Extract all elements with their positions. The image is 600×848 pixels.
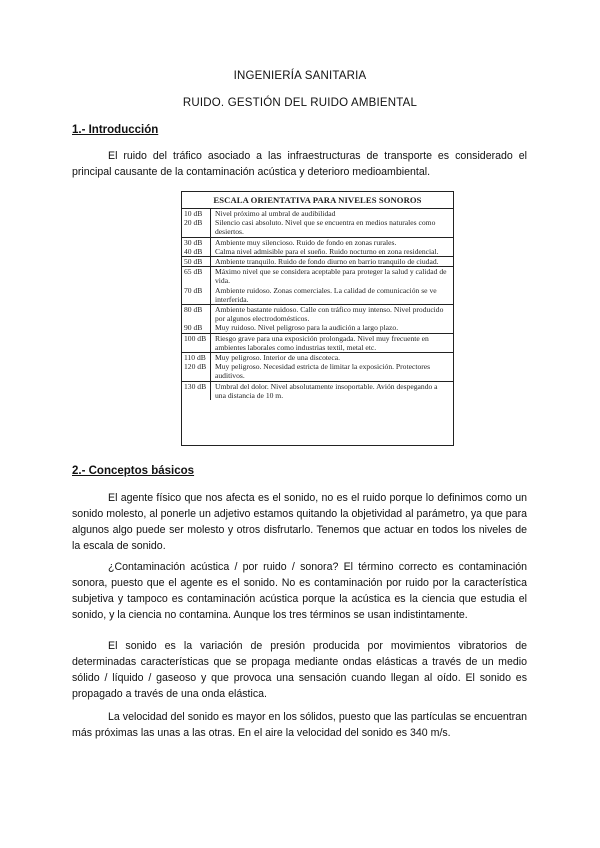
table-row <box>182 247 453 256</box>
level-description: Muy ruidoso. Nivel peligroso para la audición a largo plazo. <box>215 323 399 333</box>
table-row <box>182 257 453 266</box>
paragraph-velocidad-sonido: La velocidad del sonido es mayor en los sólidos, puesto que las partículas se encuentran más próximas las unas a las otras. En el aire la velocidad del sonido es 340 m/s. <box>72 711 527 739</box>
level-description: Muy peligroso. Necesidad estricta de limitar la exposición. Protectores auditivos. <box>215 362 431 381</box>
level-description: Ambiente muy silencioso. Ruido de fondo en zonas rurales. <box>215 237 397 247</box>
table-row <box>182 238 453 247</box>
level-description: Ambiente tranquilo. Ruido de fondo diurno en barrio tranquilo de ciudad. <box>215 257 439 267</box>
table-title: ESCALA ORIENTATIVA PARA NIVELES SONOROS <box>182 192 453 209</box>
document-title: INGENIERÍA SANITARIA <box>233 70 367 82</box>
decibel-value: 100 dB <box>182 334 211 352</box>
decibel-value: 130 dB <box>182 382 211 400</box>
table-group <box>182 238 453 257</box>
decibel-value: 80 dB <box>182 305 211 323</box>
table-row <box>182 286 453 304</box>
table-row <box>182 305 453 323</box>
level-description: Muy peligroso. Interior de una discoteca. <box>215 353 341 363</box>
table-group <box>182 334 453 353</box>
table-group <box>182 305 453 334</box>
level-description: Máximo nivel que se considera aceptable para proteger la salud y calidad de vida. <box>215 267 447 286</box>
table-row <box>182 209 453 218</box>
level-description: Ambiente ruidoso. Zonas comerciales. La calidad de comunicación se ve interferida. <box>215 285 437 304</box>
level-description: Umbral del dolor. Nivel absolutamente insoportable. Avión despegando a una distancia de 10 m. <box>215 381 438 400</box>
level-description: Ambiente bastante ruidoso. Calle con tráfico muy intenso. Nivel producido por algunos electrodomésticos. <box>215 305 444 324</box>
paragraph-agente-fisico: El agente físico que nos afecta es el sonido, no es el ruido porque lo definimos como un sonido molesto, al ponerle un adjetivo estamos quitando la objetividad al parámetro, ya que para algunos algo puede ser molesto y otros disfrutarlo. Tenemos que actuar en todos los niveles de la escala de sonido. <box>72 492 527 552</box>
level-description: Calma nivel admisible para el sueño. Ruido nocturno en zona residencial. <box>215 246 439 256</box>
table-group <box>182 382 453 400</box>
table-group <box>182 257 453 267</box>
decibel-value: 50 dB <box>182 257 211 266</box>
level-description: Nivel próximo al umbral de audibilidad <box>215 209 336 218</box>
document-subtitle: RUIDO. GESTIÓN DEL RUIDO AMBIENTAL <box>182 97 418 109</box>
decibel-value: 110 dB <box>182 353 211 362</box>
table-row <box>182 382 453 400</box>
table-group <box>182 209 453 238</box>
table-group <box>182 267 453 305</box>
table-row <box>182 267 453 285</box>
table-row <box>182 334 453 352</box>
decibel-value: 70 dB <box>182 286 211 304</box>
section-heading-conceptos: 2.- Conceptos básicos <box>72 465 195 477</box>
section-heading-introduccion: 1.- Introducción <box>72 124 159 136</box>
decibel-value: 30 dB <box>182 238 211 247</box>
level-description: Riesgo grave para una exposición prolongada. Nivel muy frecuente en ambientes laborales como industrias textil, metal etc. <box>215 333 429 352</box>
paragraph-introduccion: El ruido del tráfico asociado a las infraestructuras de transporte es considerado el principal causante de la contaminación acústica y deterioro medioambiental. <box>72 150 527 178</box>
decibel-value: 10 dB <box>182 209 211 218</box>
sound-levels-table <box>181 191 454 446</box>
table-row <box>182 353 453 362</box>
table-group <box>182 353 453 382</box>
table-row <box>182 218 453 236</box>
level-description: Silencio casi absoluto. Nivel que se encuentra en medios naturales como desiertos. <box>215 218 436 237</box>
table-row <box>182 323 453 332</box>
decibel-value: 40 dB <box>182 247 211 256</box>
decibel-value: 90 dB <box>182 323 211 332</box>
paragraph-sonido-definicion: El sonido es la variación de presión producida por movimientos vibratorios de determinadas características que se propaga mediante ondas elásticas a través de un medio sólido / líquido / gaseoso y que provoca una sensación cuando llegan al oído. El sonido es propagado a través de una onda elástica. <box>72 640 527 700</box>
paragraph-contaminacion: ¿Contaminación acústica / por ruido / sonora? El término correcto es contaminación sonora, puesto que el agente es el sonido. No es contaminación por ruido por la característica subjetiva y tampoco es contaminación acústica porque la acústica es la ciencia que estudia el sonido, y la ciencia no contamina. Aunque los tres términos se usan indistintamente. <box>72 561 527 621</box>
decibel-value: 20 dB <box>182 218 211 236</box>
table-body <box>182 209 453 400</box>
decibel-value: 120 dB <box>182 362 211 380</box>
table-row <box>182 362 453 380</box>
decibel-value: 65 dB <box>182 267 211 285</box>
